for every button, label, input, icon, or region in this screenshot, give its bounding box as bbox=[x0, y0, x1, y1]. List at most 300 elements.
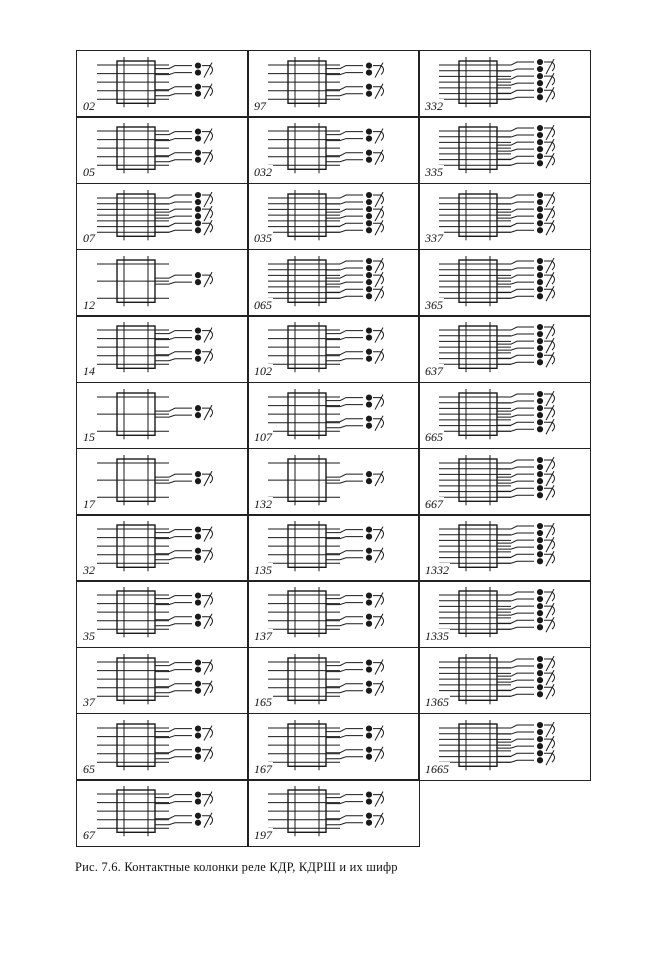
relay-schematic bbox=[268, 322, 383, 372]
relay-cell bbox=[247, 382, 420, 450]
contact-wire bbox=[497, 533, 534, 535]
contact-lever bbox=[546, 551, 554, 566]
contact-lever bbox=[204, 792, 212, 807]
relay-code-label: 1332 bbox=[425, 562, 449, 577]
contact-point bbox=[366, 287, 371, 292]
relay-code-label: 05 bbox=[83, 165, 95, 180]
relay-diagram bbox=[248, 780, 419, 846]
relay-cell bbox=[418, 382, 591, 450]
relay-schematic bbox=[97, 587, 212, 637]
contact-lever bbox=[546, 206, 554, 221]
contact-wire bbox=[155, 617, 192, 620]
contact-wire bbox=[497, 687, 534, 690]
contact-lever bbox=[204, 192, 212, 207]
contact-spring bbox=[544, 592, 554, 601]
contact-point bbox=[537, 199, 542, 204]
contact-point bbox=[195, 667, 200, 672]
relay-diagram bbox=[77, 449, 248, 515]
contact-wire bbox=[155, 132, 192, 135]
contact-point bbox=[537, 758, 542, 763]
contact-point bbox=[195, 527, 200, 532]
contact-point bbox=[537, 722, 542, 727]
contact-lever bbox=[546, 405, 554, 420]
relay-cell bbox=[247, 713, 420, 781]
relay-cell bbox=[418, 183, 591, 251]
contact-point bbox=[537, 744, 542, 749]
contact-wire bbox=[497, 149, 534, 151]
contact-point bbox=[537, 492, 542, 497]
contact-point bbox=[537, 426, 542, 431]
contact-point bbox=[195, 272, 200, 277]
contact-spring bbox=[202, 132, 212, 141]
contact-point bbox=[537, 559, 542, 564]
contact-spring bbox=[373, 596, 383, 605]
contact-wire bbox=[497, 355, 534, 358]
relay-schematic bbox=[97, 388, 212, 438]
contact-wire bbox=[155, 795, 192, 798]
contact-lever bbox=[375, 192, 383, 207]
contact-lever bbox=[204, 527, 212, 542]
contact-wire bbox=[326, 160, 363, 162]
contact-point bbox=[195, 335, 200, 340]
contact-point bbox=[366, 356, 371, 361]
contact-point bbox=[366, 192, 371, 197]
contact-wire bbox=[326, 690, 363, 692]
contact-wire bbox=[326, 596, 363, 599]
contact-point bbox=[537, 88, 542, 93]
relay-diagram bbox=[248, 316, 419, 382]
contact-wire bbox=[497, 460, 534, 463]
contact-wire bbox=[326, 195, 363, 198]
relay-schematic bbox=[97, 720, 212, 770]
contact-point bbox=[366, 136, 371, 141]
contact-lever bbox=[546, 338, 554, 353]
contact-spring bbox=[373, 261, 383, 270]
contact-spring bbox=[544, 261, 554, 270]
contact-point bbox=[537, 524, 542, 529]
contact-lever bbox=[204, 593, 212, 608]
contact-spring bbox=[544, 673, 554, 682]
contact-wire bbox=[497, 90, 534, 93]
contact-lever bbox=[375, 394, 383, 409]
relay-diagram bbox=[77, 316, 248, 382]
contact-wire bbox=[497, 223, 534, 226]
relay-schematic bbox=[439, 256, 554, 306]
contact-point bbox=[366, 199, 371, 204]
contact-lever bbox=[546, 419, 554, 434]
contact-wire bbox=[326, 397, 363, 400]
contact-wire bbox=[497, 488, 534, 491]
contact-wire bbox=[497, 415, 534, 417]
contact-point bbox=[366, 527, 371, 532]
relay-schematic bbox=[268, 455, 383, 505]
contact-wire bbox=[326, 132, 363, 135]
contact-spring bbox=[373, 195, 383, 204]
contact-point bbox=[537, 729, 542, 734]
contact-spring bbox=[544, 289, 554, 298]
contact-wire bbox=[155, 823, 192, 825]
contact-point bbox=[195, 813, 200, 818]
contact-point bbox=[537, 81, 542, 86]
contact-point bbox=[537, 325, 542, 330]
relay-code-label: 165 bbox=[254, 695, 272, 710]
contact-point bbox=[537, 751, 542, 756]
contact-point bbox=[366, 593, 371, 598]
contact-wire bbox=[497, 526, 534, 529]
contact-point bbox=[366, 220, 371, 225]
contact-spring bbox=[373, 352, 383, 361]
relay-code-label: 137 bbox=[254, 629, 272, 644]
contact-point bbox=[195, 534, 200, 539]
contact-wire bbox=[155, 624, 192, 626]
contact-point bbox=[195, 471, 200, 476]
contact-wire bbox=[326, 624, 363, 626]
contact-spring bbox=[544, 687, 554, 696]
contact-wire bbox=[497, 216, 534, 218]
contact-wire bbox=[497, 547, 534, 549]
contact-point bbox=[366, 129, 371, 134]
contact-point bbox=[195, 600, 200, 605]
contact-wire bbox=[326, 153, 363, 156]
relay-diagram bbox=[419, 51, 590, 117]
contact-spring bbox=[544, 128, 554, 137]
contact-point bbox=[366, 622, 371, 627]
relay-diagram bbox=[419, 316, 590, 382]
contact-lever bbox=[204, 726, 212, 741]
contact-lever bbox=[204, 680, 212, 695]
contact-wire bbox=[326, 750, 363, 753]
relay-schematic bbox=[97, 786, 212, 836]
relay-cell bbox=[247, 183, 420, 251]
contact-wire bbox=[155, 729, 192, 732]
contact-wire bbox=[155, 331, 192, 334]
contact-wire bbox=[155, 415, 192, 417]
contact-point bbox=[195, 593, 200, 598]
contact-wire bbox=[326, 425, 363, 427]
contact-point bbox=[537, 220, 542, 225]
contact-wire bbox=[497, 230, 534, 232]
contact-spring bbox=[373, 132, 383, 141]
relay-code-label: 1665 bbox=[425, 761, 449, 776]
contact-wire bbox=[497, 680, 534, 682]
relay-cell bbox=[418, 514, 591, 582]
contact-point bbox=[537, 737, 542, 742]
contact-lever bbox=[375, 471, 383, 486]
relay-diagram bbox=[77, 581, 248, 647]
contact-lever bbox=[375, 272, 383, 287]
contact-spring bbox=[373, 683, 383, 692]
contact-spring bbox=[373, 275, 383, 284]
contact-point bbox=[195, 129, 200, 134]
contact-spring bbox=[544, 474, 554, 483]
contact-wire bbox=[326, 289, 363, 292]
relay-schematic bbox=[439, 322, 554, 372]
contact-point bbox=[195, 150, 200, 155]
relay-schematic bbox=[268, 521, 383, 571]
contact-point bbox=[366, 615, 371, 620]
contact-spring bbox=[202, 153, 212, 162]
contact-point bbox=[537, 59, 542, 64]
contact-point bbox=[195, 660, 200, 665]
contact-wire bbox=[326, 551, 363, 554]
relay-cell bbox=[418, 50, 591, 118]
relay-schematic bbox=[97, 322, 212, 372]
contact-point bbox=[366, 792, 371, 797]
contact-point bbox=[537, 545, 542, 550]
contact-lever bbox=[204, 471, 212, 486]
contact-spring bbox=[544, 76, 554, 85]
contact-point bbox=[366, 660, 371, 665]
contact-point bbox=[366, 471, 371, 476]
contact-spring bbox=[544, 394, 554, 403]
contact-wire bbox=[497, 296, 534, 298]
contact-wire bbox=[497, 659, 534, 662]
relay-schematic bbox=[268, 654, 383, 704]
contact-lever bbox=[375, 593, 383, 608]
contact-wire bbox=[155, 202, 192, 204]
contact-point bbox=[195, 555, 200, 560]
contact-lever bbox=[546, 618, 554, 633]
contact-point bbox=[366, 799, 371, 804]
contact-wire bbox=[326, 230, 363, 232]
relay-cell bbox=[247, 249, 420, 317]
contact-point bbox=[537, 677, 542, 682]
contact-spring bbox=[202, 209, 212, 218]
contact-wire bbox=[155, 662, 192, 665]
relay-diagram bbox=[77, 648, 248, 714]
relay-diagram bbox=[77, 780, 248, 846]
relay-cell bbox=[418, 448, 591, 516]
contact-spring bbox=[544, 460, 554, 469]
contact-spring bbox=[373, 816, 383, 825]
relay-cell bbox=[247, 116, 420, 184]
contact-lever bbox=[375, 206, 383, 221]
contact-point bbox=[537, 66, 542, 71]
contact-spring bbox=[202, 596, 212, 605]
relay-schematic bbox=[268, 587, 383, 637]
relay-cell bbox=[247, 514, 420, 582]
contact-point bbox=[366, 754, 371, 759]
relay-schematic bbox=[268, 786, 383, 836]
contact-point bbox=[537, 213, 542, 218]
contact-spring bbox=[202, 408, 212, 417]
relay-code-label: 67 bbox=[83, 828, 95, 843]
relay-cell bbox=[76, 50, 249, 118]
contact-wire bbox=[155, 558, 192, 560]
contact-wire bbox=[326, 223, 363, 226]
contact-wire bbox=[497, 725, 534, 728]
contact-point bbox=[366, 600, 371, 605]
relay-diagram bbox=[419, 383, 590, 449]
relay-diagram bbox=[248, 449, 419, 515]
contact-point bbox=[537, 74, 542, 79]
contact-point bbox=[366, 401, 371, 406]
contact-lever bbox=[375, 286, 383, 301]
contact-lever bbox=[375, 84, 383, 99]
contact-lever bbox=[546, 537, 554, 552]
relay-code-label: 197 bbox=[254, 828, 272, 843]
relay-cell bbox=[247, 315, 420, 383]
contact-spring bbox=[544, 526, 554, 535]
contact-point bbox=[195, 726, 200, 731]
contact-point bbox=[366, 688, 371, 693]
contact-lever bbox=[204, 272, 212, 287]
contact-point bbox=[366, 279, 371, 284]
relay-code-label: 35 bbox=[83, 629, 95, 644]
relay-diagram bbox=[248, 714, 419, 780]
contact-point bbox=[195, 820, 200, 825]
contact-point bbox=[366, 394, 371, 399]
relay-diagram bbox=[77, 714, 248, 780]
contact-lever bbox=[375, 659, 383, 674]
contact-lever bbox=[204, 84, 212, 99]
contact-wire bbox=[326, 261, 363, 264]
contact-wire bbox=[497, 97, 534, 99]
contact-point bbox=[366, 726, 371, 731]
relay-code-label: 667 bbox=[425, 496, 443, 511]
contact-lever bbox=[546, 73, 554, 88]
contact-spring bbox=[202, 530, 212, 539]
relay-cell bbox=[247, 448, 420, 516]
contact-wire bbox=[326, 296, 363, 298]
contact-lever bbox=[375, 415, 383, 430]
contact-wire bbox=[497, 554, 534, 557]
relay-code-label: 065 bbox=[254, 297, 272, 312]
relay-diagram bbox=[419, 117, 590, 183]
contact-wire bbox=[497, 621, 534, 624]
contact-spring bbox=[544, 90, 554, 99]
contact-lever bbox=[204, 63, 212, 78]
contact-point bbox=[537, 611, 542, 616]
relay-schematic bbox=[268, 190, 383, 240]
contact-spring bbox=[373, 397, 383, 406]
contact-point bbox=[537, 258, 542, 263]
contact-lever bbox=[546, 471, 554, 486]
relay-diagram bbox=[248, 383, 419, 449]
contact-point bbox=[195, 63, 200, 68]
contact-wire bbox=[155, 153, 192, 156]
relay-diagram bbox=[77, 383, 248, 449]
contact-lever bbox=[546, 286, 554, 301]
contact-spring bbox=[373, 209, 383, 218]
relay-diagram bbox=[77, 515, 248, 581]
relay-cell bbox=[76, 249, 249, 317]
contact-wire bbox=[497, 481, 534, 483]
relay-code-label: 1335 bbox=[425, 629, 449, 644]
contact-spring bbox=[544, 209, 554, 218]
relay-schematic bbox=[439, 190, 554, 240]
contact-lever bbox=[546, 220, 554, 235]
contact-lever bbox=[546, 523, 554, 538]
contact-point bbox=[195, 792, 200, 797]
contact-point bbox=[366, 681, 371, 686]
contact-spring bbox=[373, 66, 383, 75]
contact-point bbox=[366, 747, 371, 752]
contact-lever bbox=[546, 125, 554, 140]
contact-wire bbox=[497, 202, 534, 204]
contact-lever bbox=[204, 150, 212, 165]
contact-point bbox=[537, 279, 542, 284]
contact-spring bbox=[544, 355, 554, 364]
contact-spring bbox=[373, 331, 383, 340]
contact-wire bbox=[497, 495, 534, 497]
contact-lever bbox=[546, 324, 554, 339]
contact-point bbox=[537, 552, 542, 557]
contact-lever bbox=[375, 63, 383, 78]
contact-spring bbox=[544, 62, 554, 71]
contact-lever bbox=[204, 659, 212, 674]
contact-point bbox=[537, 691, 542, 696]
contact-wire bbox=[155, 352, 192, 355]
contact-spring bbox=[373, 418, 383, 427]
contact-point bbox=[195, 622, 200, 627]
relay-cell bbox=[247, 580, 420, 648]
contact-wire bbox=[497, 157, 534, 160]
relay-schematic bbox=[439, 57, 554, 107]
relay-code-label: 637 bbox=[425, 363, 443, 378]
contact-spring bbox=[202, 729, 212, 738]
contact-point bbox=[366, 294, 371, 299]
contact-point bbox=[195, 192, 200, 197]
contact-point bbox=[366, 349, 371, 354]
contact-wire bbox=[155, 481, 192, 483]
contact-lever bbox=[546, 139, 554, 154]
contact-wire bbox=[326, 282, 363, 284]
relay-schematic bbox=[268, 720, 383, 770]
contact-wire bbox=[497, 746, 534, 748]
contact-point bbox=[537, 192, 542, 197]
contact-spring bbox=[373, 729, 383, 738]
relay-code-label: 17 bbox=[83, 496, 95, 511]
contact-point bbox=[537, 625, 542, 630]
contact-point bbox=[195, 754, 200, 759]
contact-lever bbox=[375, 328, 383, 343]
relay-diagram bbox=[248, 648, 419, 714]
contact-point bbox=[366, 227, 371, 232]
contact-point bbox=[537, 265, 542, 270]
contact-point bbox=[537, 206, 542, 211]
contact-point bbox=[195, 681, 200, 686]
contact-point bbox=[195, 799, 200, 804]
relay-code-label: 102 bbox=[254, 363, 272, 378]
relay-cell bbox=[418, 249, 591, 317]
contact-point bbox=[366, 548, 371, 553]
contact-lever bbox=[546, 272, 554, 287]
contact-spring bbox=[544, 327, 554, 336]
relay-diagram bbox=[248, 51, 419, 117]
relay-diagram bbox=[248, 184, 419, 250]
relay-schematic bbox=[97, 455, 212, 505]
contact-spring bbox=[373, 750, 383, 759]
contact-lever bbox=[546, 457, 554, 472]
contact-spring bbox=[373, 551, 383, 560]
contact-point bbox=[537, 538, 542, 543]
contact-wire bbox=[326, 558, 363, 560]
contact-point bbox=[537, 663, 542, 668]
contact-wire bbox=[497, 135, 534, 137]
contact-point bbox=[195, 279, 200, 284]
relay-cell bbox=[247, 647, 420, 715]
contact-point bbox=[195, 227, 200, 232]
relay-code-label: 65 bbox=[83, 761, 95, 776]
relay-diagram bbox=[248, 515, 419, 581]
contact-point bbox=[537, 360, 542, 365]
contact-point bbox=[537, 604, 542, 609]
relay-schematic bbox=[97, 57, 212, 107]
contact-lever bbox=[375, 548, 383, 563]
contact-spring bbox=[544, 488, 554, 497]
contact-wire bbox=[155, 683, 192, 686]
